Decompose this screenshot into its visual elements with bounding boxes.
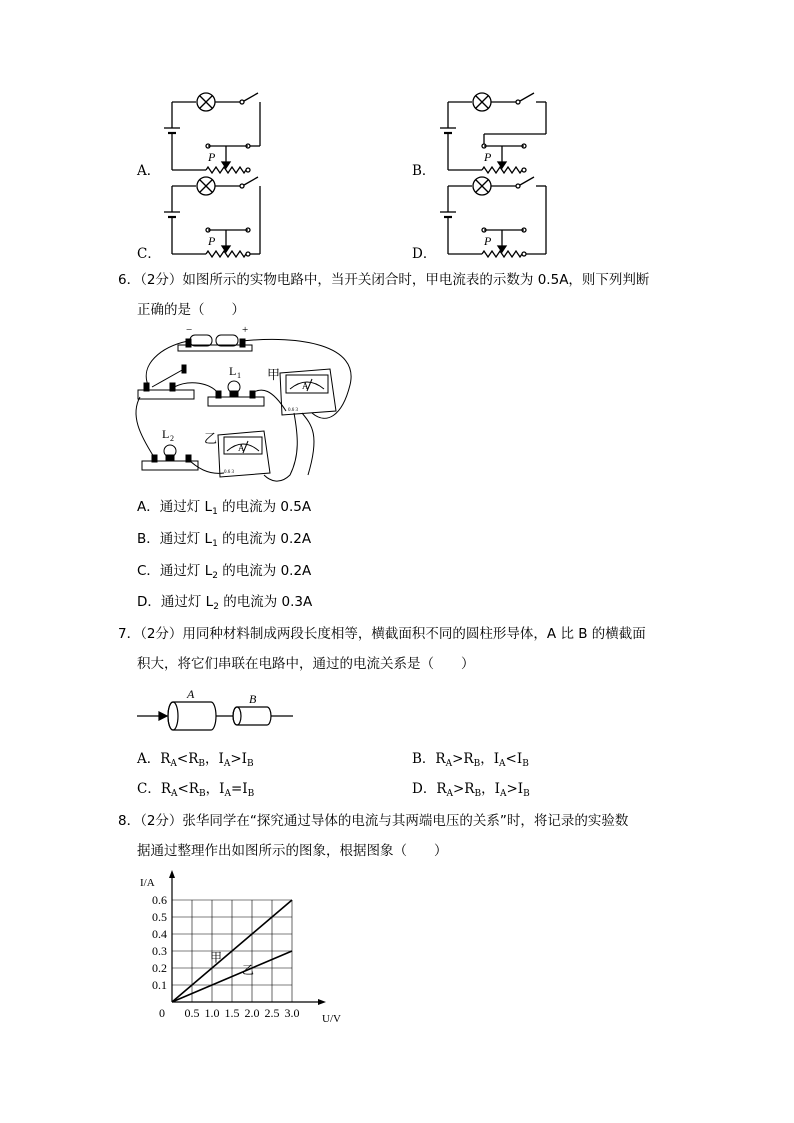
y-tick-label: 0.4 — [152, 927, 167, 941]
lamp1-subscript: 1 — [237, 371, 241, 380]
slider-label: P — [484, 150, 492, 164]
x-tick-label: 1.0 — [204, 1006, 220, 1020]
switch-contact — [240, 100, 244, 104]
slider-label: P — [208, 234, 216, 248]
y-axis-label: I/A — [140, 877, 155, 889]
lamp1-letter: L — [229, 364, 237, 378]
q6-option-c: C．通过灯 $L_2$ 的电流为 0.2A — [137, 563, 312, 581]
q7-stem-line2: 积大，将它们串联在电路中，通过的电流关系是（ ） — [137, 656, 475, 672]
x-tick-label: 1.5 — [224, 1006, 240, 1020]
q6-stem-line1: 6．（2分）如图所示的实物电路中，当开关闭合时，甲电流表的示数为 0.5A，则下列判断 — [118, 272, 650, 288]
terminal — [522, 252, 526, 256]
q7-conductor-diagram — [137, 688, 307, 738]
battery-plus-label: + — [242, 324, 249, 336]
conductor-a-label: A — [187, 687, 195, 701]
x-tick-label: 3.0 — [284, 1006, 300, 1020]
x-tick-label: 0.5 — [184, 1006, 200, 1020]
q5-option-b-label: B． — [412, 163, 436, 179]
q6-option-b: B．通过灯 $L_1$ 的电流为 0.2A — [137, 531, 312, 549]
q8-stem-line2: 据通过整理作出如图所示的图象，根据图象（ ） — [137, 843, 448, 859]
y-tick-label: 0.6 — [152, 893, 167, 907]
q5-option-d-label: D． — [412, 246, 437, 262]
q5-circuit-b — [436, 90, 556, 180]
y-axis-arrow-icon — [169, 870, 175, 878]
terminal — [522, 168, 526, 172]
ammeter-jia — [267, 368, 336, 415]
y-tick-label: 0.2 — [152, 961, 167, 975]
q5-option-c-label: C． — [137, 246, 161, 262]
q5-option-a-label: A． — [137, 163, 161, 179]
q5-circuit-d — [436, 174, 556, 264]
q7-option-b: B．$R_A>R_B$，$I_A<I_B$ — [412, 751, 529, 769]
series-label-1: 乙 — [242, 962, 255, 977]
battery-minus-label: − — [186, 324, 193, 336]
switch-contact — [240, 184, 244, 188]
lamp-l2 — [142, 427, 198, 470]
switch-blade-icon — [520, 177, 534, 185]
y-tick-label: 0.5 — [152, 910, 167, 924]
switch — [138, 365, 194, 399]
ammeter-jia-label: 甲 — [267, 368, 281, 383]
q6-physical-circuit — [130, 325, 360, 485]
switch-contact — [516, 184, 520, 188]
origin-label: 0 — [159, 1006, 165, 1020]
lamp2-subscript: 2 — [170, 434, 174, 443]
ammeter-jia-symbol: A — [302, 381, 309, 391]
q7-stem-line1: 7．（2分）用同种材料制成两段长度相等，横截面积不同的圆柱形导体，A 比 B 的横截面 — [118, 626, 646, 642]
q6-option-d: D．通过灯 $L_2$ 的电流为 0.3A — [137, 594, 313, 612]
ammeter-yi — [204, 431, 270, 477]
switch-blade-icon — [244, 177, 258, 185]
x-axis-arrow-icon — [318, 999, 326, 1005]
conductor-b-label: B — [249, 692, 257, 706]
lamp2-letter: L — [162, 427, 170, 441]
switch-blade-icon — [244, 93, 258, 101]
q6-option-a: A．通过灯 $L_1$ 的电流为 0.5A — [137, 499, 312, 517]
x-tick-label: 2.5 — [264, 1006, 280, 1020]
q7-option-d: D．$R_A>R_B$，$I_A>I_B$ — [412, 781, 530, 799]
q8-stem-line1: 8．（2分）张华同学在“探究通过导体的电流与其两端电压的关系”时，将记录的实验数 — [118, 813, 629, 829]
y-tick-label: 0.3 — [152, 944, 167, 958]
switch-blade-icon — [520, 93, 534, 101]
ammeter-yi-symbol: A — [238, 443, 245, 453]
series-label-0: 甲 — [210, 950, 223, 965]
q5-circuit-a — [160, 90, 270, 180]
slider-label: P — [208, 150, 216, 164]
q7-option-a: A．$R_A<R_B$，$I_A>I_B$ — [137, 751, 254, 769]
iu-graph — [130, 868, 340, 1028]
terminal — [246, 168, 250, 172]
terminal — [246, 252, 250, 256]
q7-option-c: C．$R_A<R_B$，$I_A=I_B$ — [137, 781, 255, 799]
battery-holder — [178, 324, 252, 351]
slider-label: P — [484, 234, 492, 248]
ammeter-yi-terminals: 0.6 3 — [224, 470, 234, 475]
lamp-l1 — [208, 364, 264, 406]
x-axis-label: U/V — [322, 1013, 341, 1025]
x-tick-label: 2.0 — [244, 1006, 260, 1020]
y-tick-label: 0.1 — [152, 978, 167, 992]
switch-contact — [516, 100, 520, 104]
q6-stem-line2: 正确的是（ ） — [137, 302, 245, 318]
ammeter-yi-label: 乙 — [204, 432, 218, 447]
ammeter-jia-terminals: 0.6 3 — [288, 408, 298, 413]
q5-circuit-c — [160, 174, 270, 264]
